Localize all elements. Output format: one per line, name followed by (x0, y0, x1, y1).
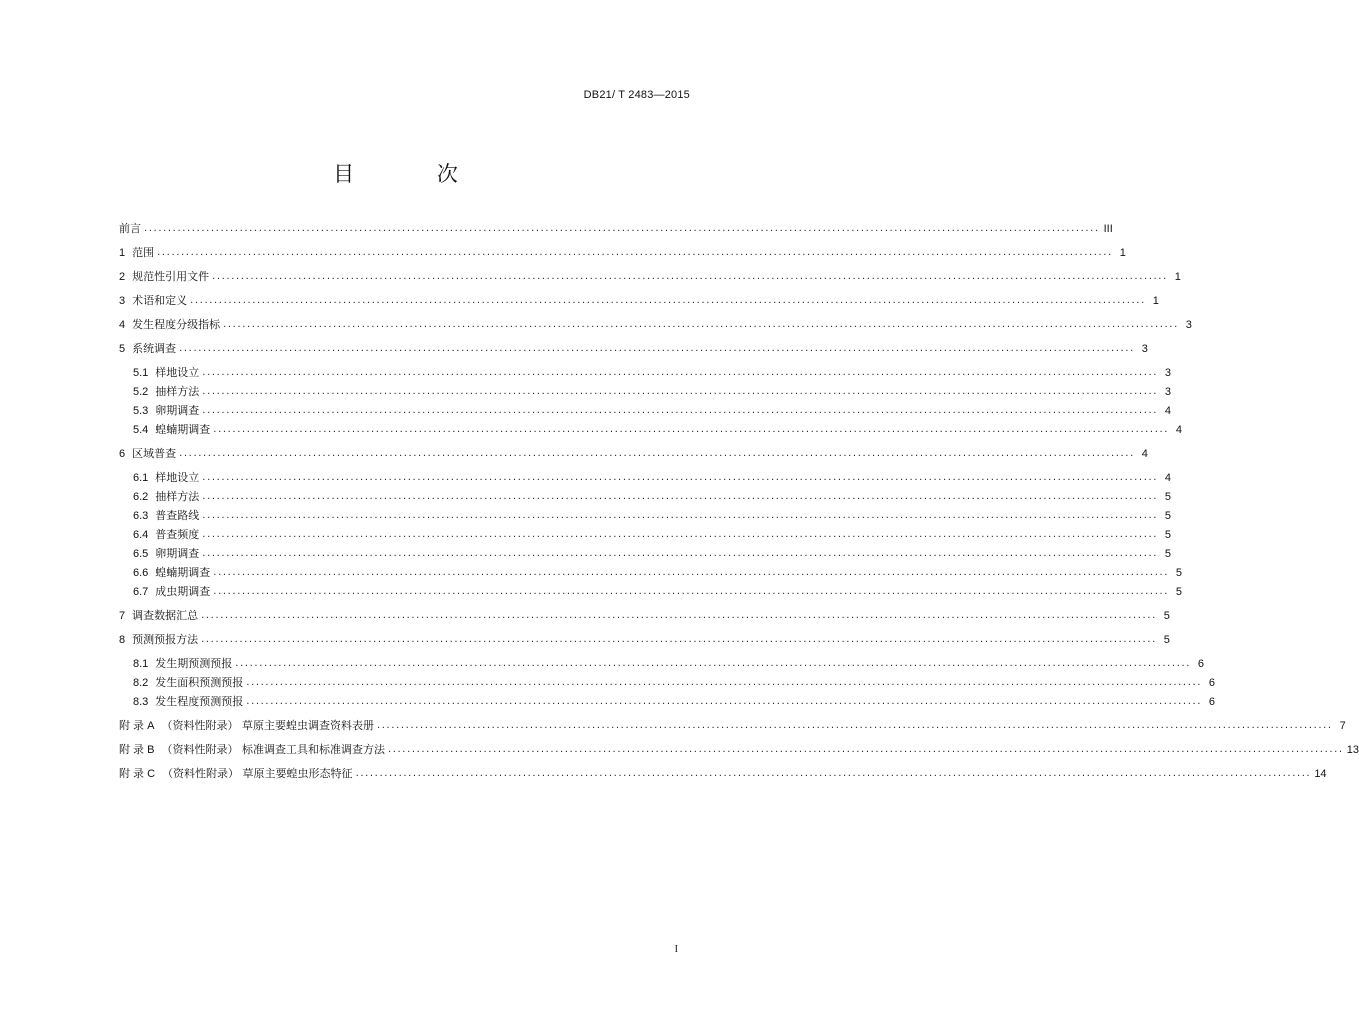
toc-entry-number: 2 (119, 271, 126, 283)
toc-entry-page: 5 (1164, 510, 1172, 522)
toc-entry-number: 8.1 (133, 658, 149, 670)
toc-leader-dots: ........................................................................................................................................................................................................ (202, 491, 1159, 502)
toc-entry-text: （资料性附录） 标准调查工具和标准调查方法 (161, 743, 385, 756)
toc-entry-label (119, 743, 385, 757)
toc-entry-page: 4 (1164, 405, 1172, 417)
toc-leader-dots: ........................................................................................................................................................................................................ (202, 386, 1159, 397)
toc-entry[interactable] (133, 524, 1172, 542)
toc-entry-page: 1 (1152, 295, 1159, 307)
toc-leader-dots: ........................................................................................................................................................................................................ (202, 405, 1159, 416)
toc-entry-label (119, 342, 176, 356)
toc-entry-number: 8.3 (133, 696, 149, 708)
toc-entry-number: 6.6 (133, 567, 149, 579)
toc-entry[interactable] (119, 242, 1126, 260)
page-number: I (674, 944, 678, 955)
toc-entry-label (119, 447, 176, 461)
toc-entry-number: 5 (119, 343, 126, 355)
toc-entry[interactable] (119, 443, 1148, 461)
toc-entry-label (119, 609, 198, 623)
toc-entry-page: 7 (1339, 720, 1346, 732)
toc-entry-number: 6.7 (133, 586, 149, 598)
toc-entry-text: 预测预报方法 (132, 633, 199, 646)
toc-entry[interactable] (119, 715, 1346, 733)
toc-entry-page: 3 (1164, 386, 1172, 398)
toc-entry-page: 5 (1163, 634, 1170, 646)
toc-entry-number: 3 (119, 295, 126, 307)
toc-entry-label (119, 633, 198, 647)
toc-entry[interactable] (133, 467, 1172, 485)
toc-entry-label (133, 695, 243, 709)
toc-title: 目 次 (333, 162, 496, 186)
toc-entry-label (133, 509, 199, 523)
toc-entry-text: 发生面积预测预报 (155, 676, 244, 689)
toc-entry[interactable] (133, 362, 1172, 380)
toc-entry[interactable] (133, 562, 1183, 580)
toc-entry-label (133, 585, 210, 599)
toc-leader-dots: ........................................................................................................................................................................................................ (246, 677, 1203, 688)
toc-entry-number: 6.1 (133, 472, 149, 484)
toc-leader-dots: ........................................................................................................................................................................................................ (376, 720, 1333, 731)
toc-entry-page: 4 (1141, 448, 1148, 460)
toc-entry-number: 7 (119, 610, 126, 622)
toc-entry-label (133, 566, 210, 580)
toc-entry-number: 5.3 (133, 405, 149, 417)
toc-entry[interactable] (119, 629, 1170, 647)
toc-entry-page: 5 (1163, 610, 1170, 622)
toc-entry-page: 14 (1314, 768, 1327, 780)
toc-entry-page: 5 (1164, 548, 1172, 560)
toc-entry-label (133, 490, 199, 504)
toc-entry-text: 卵期调查 (155, 404, 200, 417)
toc-entry-text: 蝗蝻期调查 (155, 423, 211, 436)
toc-entry-label (133, 385, 199, 399)
toc-entry[interactable] (119, 605, 1170, 623)
toc-entry-page: 5 (1175, 567, 1183, 579)
toc-leader-dots: ........................................................................................................................................................................................................ (235, 658, 1192, 669)
toc-entry-page: 5 (1175, 586, 1183, 598)
toc-entry-text: 发生程度分级指标 (132, 318, 221, 331)
toc-entry[interactable] (133, 505, 1172, 523)
toc-entry-text: 样地设立 (155, 366, 200, 379)
toc-entry-number: 8.2 (133, 677, 149, 689)
toc-leader-dots: ........................................................................................................................................................................................................ (202, 529, 1159, 540)
toc-leader-dots: ........................................................................................................................................................................................................ (202, 510, 1159, 521)
toc-leader-dots: ........................................................................................................................................................................................................ (201, 634, 1157, 645)
toc-leader-dots: ........................................................................................................................................................................................................ (179, 343, 1135, 354)
toc-entry-page: 4 (1164, 472, 1172, 484)
toc-entry-text: 抽样方法 (155, 385, 200, 398)
toc-entry-label (133, 366, 199, 380)
toc-entry[interactable] (133, 400, 1172, 418)
toc-entry-text: 调查数据汇总 (132, 609, 199, 622)
toc-leader-dots: ........................................................................................................................................................................................................ (213, 586, 1170, 597)
toc-entry-number: 6 (119, 448, 126, 460)
toc-entry[interactable] (119, 218, 1113, 236)
toc-entry-number: 6.4 (133, 529, 149, 541)
toc-entry-page: 3 (1141, 343, 1148, 355)
toc-entry-number: 6.2 (133, 491, 149, 503)
toc-entry-text: 卵期调查 (155, 547, 200, 560)
toc-entry-page: 1 (1119, 247, 1126, 259)
toc-entry-text: 系统调查 (132, 342, 177, 355)
toc-entry-page: 6 (1208, 677, 1216, 689)
toc-entry-label (119, 246, 154, 260)
toc-entry-page: 4 (1175, 424, 1183, 436)
toc-entry[interactable] (119, 338, 1148, 356)
toc-entry-page: 3 (1164, 367, 1172, 379)
toc-leader-dots: ........................................................................................................................................................................................................ (213, 567, 1170, 578)
toc-leader-dots: ........................................................................................................................................................................................................ (212, 271, 1168, 282)
toc-entry-number: 附 录 B (119, 744, 155, 756)
standard-code: DB21/ T 2483—2015 (583, 89, 690, 101)
toc-entry-page: 3 (1185, 319, 1192, 331)
toc-entry-label (119, 719, 374, 733)
toc-leader-dots: ........................................................................................................................................................................................................ (144, 223, 1100, 234)
toc-entry[interactable] (133, 653, 1205, 671)
toc-leader-dots: ........................................................................................................................................................................................................ (179, 448, 1135, 459)
toc-entry-number: 6.5 (133, 548, 149, 560)
toc-entry[interactable] (119, 763, 1327, 781)
toc-entry-number: 附 录 C (119, 768, 156, 780)
toc-entry-page: 1 (1174, 271, 1181, 283)
toc-entry[interactable] (133, 381, 1172, 399)
toc-entry-text: 规范性引用文件 (132, 270, 210, 283)
toc-entry-text: 术语和定义 (132, 294, 188, 307)
toc-leader-dots: ........................................................................................................................................................................................................ (201, 610, 1157, 621)
toc-entry[interactable] (119, 314, 1192, 332)
toc-entry[interactable] (133, 581, 1183, 599)
toc-entry-label (119, 767, 353, 781)
toc-entry-label (133, 528, 199, 542)
toc-entry-text: 成虫期调查 (155, 585, 211, 598)
toc-entry-label (119, 318, 220, 332)
toc-entry-text: （资料性附录） 草原主要蝗虫形态特征 (162, 767, 353, 780)
toc-entry-text: 范围 (132, 246, 155, 259)
toc-entry-text: 蝗蝻期调查 (155, 566, 211, 579)
toc-entry-text: 抽样方法 (155, 490, 200, 503)
toc-entry-number: 5.4 (133, 424, 149, 436)
toc-entry-text: 普查路线 (155, 509, 200, 522)
toc-entry[interactable] (133, 672, 1216, 690)
toc-leader-dots: ........................................................................................................................................................................................................ (387, 744, 1344, 755)
toc-entry-text: 区域普查 (132, 447, 177, 460)
toc-entry[interactable] (133, 486, 1172, 504)
toc-entry[interactable] (119, 266, 1181, 284)
toc-leader-dots: ........................................................................................................................................................................................................ (223, 319, 1179, 330)
toc-entry-number: 附 录 A (119, 720, 155, 732)
toc-leader-dots: ........................................................................................................................................................................................................ (190, 295, 1146, 306)
toc-entry-page: III (1103, 223, 1113, 235)
toc-entry-page: 5 (1164, 491, 1172, 503)
toc-leader-dots: ........................................................................................................................................................................................................ (202, 472, 1159, 483)
toc-entry[interactable] (119, 290, 1159, 308)
toc-leader-dots: ........................................................................................................................................................................................................ (246, 696, 1203, 707)
toc-entry-label (133, 423, 210, 437)
toc-entry-label (133, 547, 199, 561)
toc-leader-dots: ........................................................................................................................................................................................................ (202, 548, 1159, 559)
toc-entry-number: 5.2 (133, 386, 149, 398)
toc-entry-label (133, 657, 232, 671)
toc-entry-label (119, 270, 209, 284)
toc-entry-number: 5.1 (133, 367, 149, 379)
toc-entry-page: 5 (1164, 529, 1172, 541)
toc-leader-dots: ........................................................................................................................................................................................................ (157, 247, 1113, 258)
toc-entry-text: 前言 (119, 222, 141, 235)
toc-entry-text: （资料性附录） 草原主要蝗虫调查资料表册 (161, 719, 374, 732)
toc-entry-label (133, 404, 199, 418)
toc-leader-dots: ........................................................................................................................................................................................................ (355, 768, 1312, 779)
toc-entry-page: 6 (1208, 696, 1216, 708)
toc-entry[interactable] (133, 691, 1216, 709)
toc-leader-dots: ........................................................................................................................................................................................................ (202, 367, 1159, 378)
toc-entry-label (119, 222, 141, 236)
toc-entry-number: 8 (119, 634, 126, 646)
toc-entry-text: 发生程度预测预报 (155, 695, 244, 708)
toc-entry-label (119, 294, 187, 308)
toc-entry-text: 样地设立 (155, 471, 200, 484)
toc-entry-page: 13 (1346, 744, 1359, 756)
toc-entry-page: 6 (1197, 658, 1205, 670)
toc-leader-dots: ........................................................................................................................................................................................................ (213, 424, 1170, 435)
toc-entry[interactable] (133, 543, 1172, 561)
toc-entry-text: 发生期预测预报 (155, 657, 233, 670)
toc-entry[interactable] (133, 419, 1183, 437)
toc-entry-text: 普查频度 (155, 528, 200, 541)
toc-entry-number: 4 (119, 319, 126, 331)
toc-entry-label (133, 676, 243, 690)
toc-entry-number: 6.3 (133, 510, 149, 522)
toc-entry-label (133, 471, 199, 485)
toc-entry[interactable] (119, 739, 1359, 757)
toc-entry-number: 1 (119, 247, 126, 259)
